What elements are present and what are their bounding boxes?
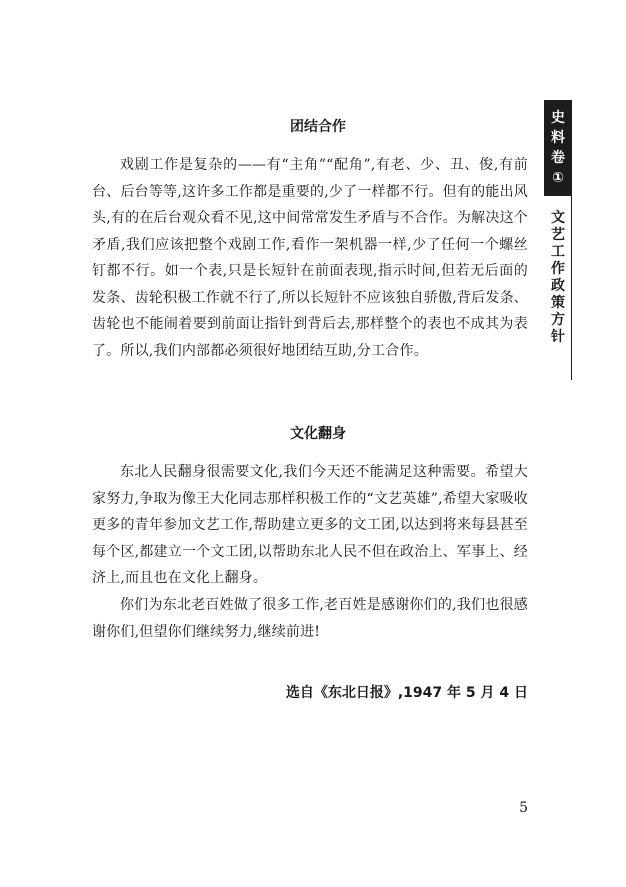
source-citation: 选自《东北日报》,1947 年 5 月 4 日 [285, 685, 528, 701]
paragraph-unity: 戏剧工作是复杂的——有“主角”“配角”,有老、少、丑、俊,有前台、后台等等,这许多工作都是重要的,少了一样都不行。但有的能出风头,有的在后台观众看不见,这中间常常发生矛盾与不合作。为解决这个矛盾,我们应该把整个戏剧工作,看作一架机器一样,少了任何一个螺丝钉都不行。如一个表,只是长短针在前面表现,指示时间,但若无后面的发条、齿轮积极工作就不行了,所以长短针不应该独自骄傲,背后发条、齿轮也不能闹着要到前面让指针到背后去,那样整个的表也不成其为表了。所以,我们内部都必须很好地团结互助,分工合作。 [92, 157, 528, 359]
section-title-culture: 文化翻身 [290, 426, 346, 442]
side-rule [571, 196, 572, 380]
paragraph-culture-1: 东北人民翻身很需要文化,我们今天还不能满足这种需要。希望大家努力,争取为像王大化同志那样积极工作的“文艺英雄”,希望大家吸收更多的青年参加文艺工作,帮助建立更多的文工团,以达到将来每县甚至每个区,都建立一个文工团,以帮助东北人民不但在政治上、军事上、经济上,而且也在文化上翻身。 [92, 464, 528, 586]
volume-label: 史 料 卷 ① [551, 110, 565, 186]
section-title-unity: 团结合作 [290, 119, 346, 135]
volume-tab [544, 100, 572, 196]
page-number: 5 [519, 800, 528, 816]
paragraph-culture-2: 你们为东北老百姓做了很多工作,老百姓是感谢你们的,我们也很感谢你们,但望你们继续努力,继续前进! [92, 597, 528, 640]
section-subtitle: 文 艺 工 作 政 策 方 针 [551, 210, 565, 345]
